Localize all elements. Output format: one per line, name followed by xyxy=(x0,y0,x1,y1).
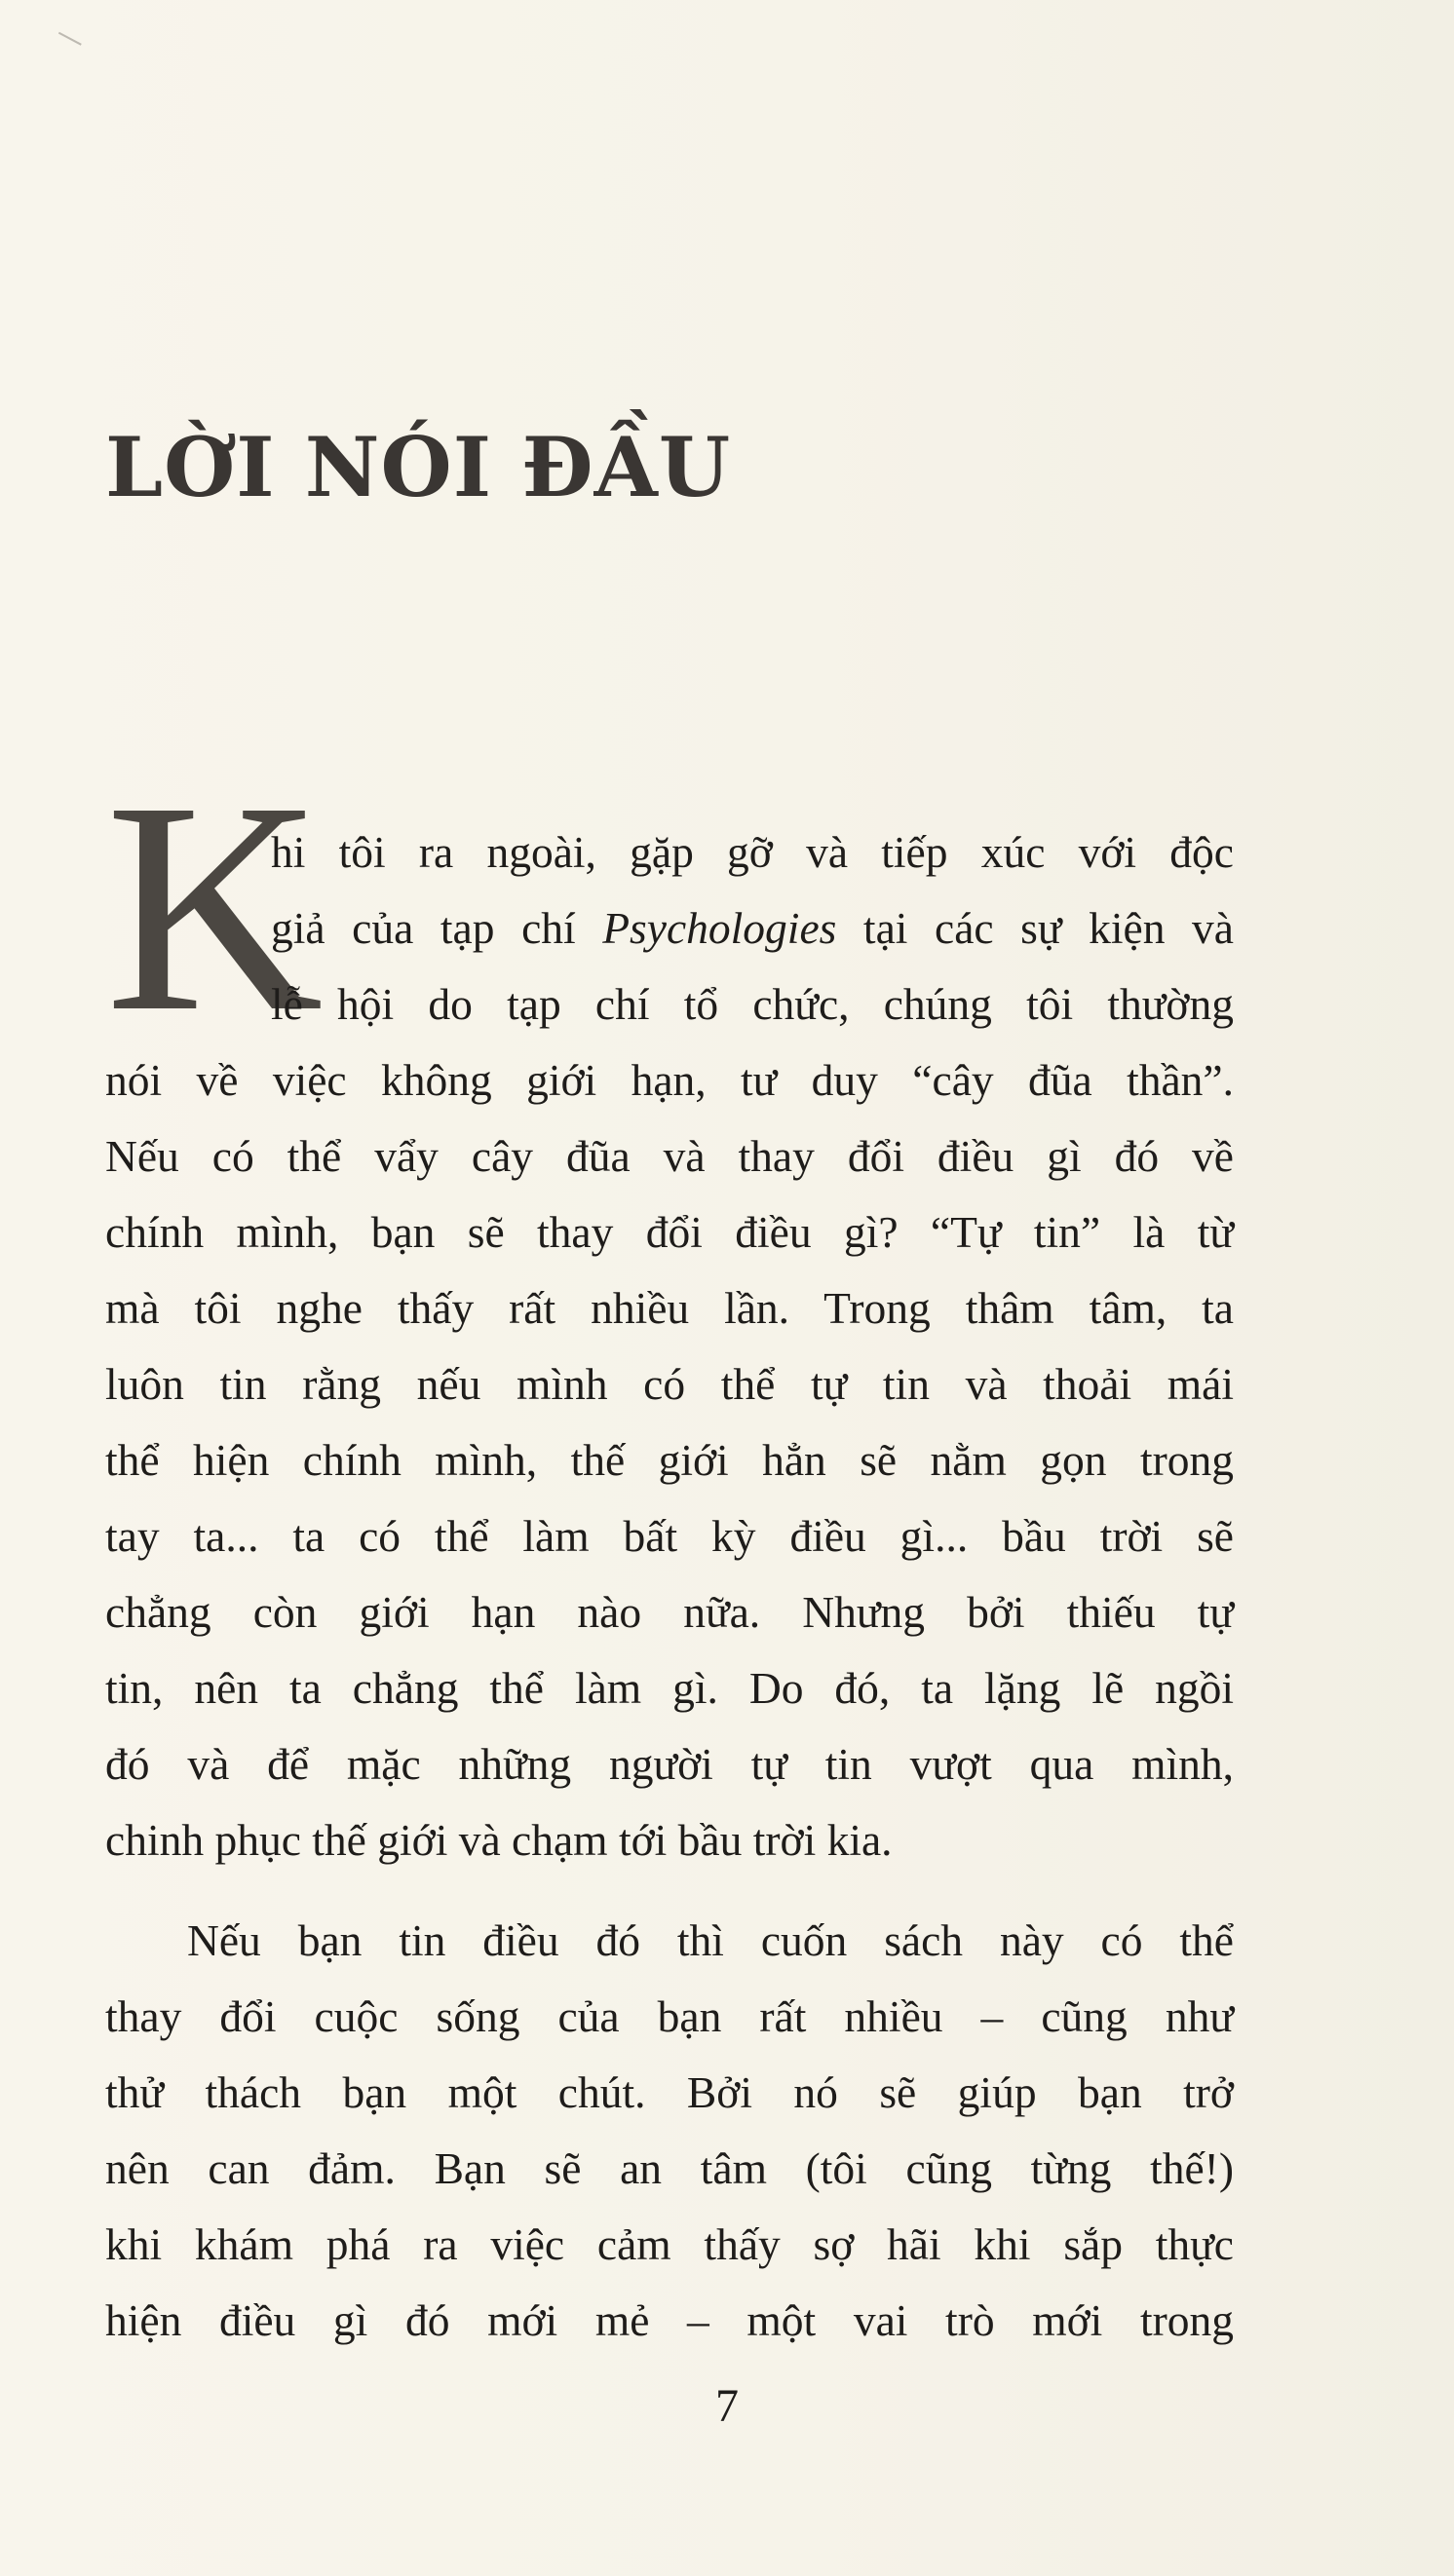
drop-cap-letter: K xyxy=(105,740,324,1075)
text-line: Nếu có thể vẩy cây đũa và thay đổi điều gì đó về xyxy=(105,1131,1234,1181)
text-line: lễ hội do tạp chí tổ chức, chúng tôi thường xyxy=(271,979,1234,1029)
text-line: nên can đảm. Bạn sẽ an tâm (tôi cũng từng thế!) xyxy=(105,2143,1234,2193)
magazine-name: Psychologies xyxy=(602,903,837,953)
paragraph-1 xyxy=(105,814,1234,1878)
text-line: hi tôi ra ngoài, gặp gỡ và tiếp xúc với độc xyxy=(271,827,1234,877)
text-line: thay đổi cuộc sống của bạn rất nhiều – cũng như xyxy=(105,1991,1234,2041)
text-run: tại các sự kiện và xyxy=(836,903,1234,953)
text-line: chính mình, bạn sẽ thay đổi điều gì? “Tự tin” là từ xyxy=(105,1207,1234,1257)
text-line: luôn tin rằng nếu mình có thể tự tin và thoải mái xyxy=(105,1359,1234,1409)
text-line: mà tôi nghe thấy rất nhiều lần. Trong thâm tâm, ta xyxy=(105,1283,1234,1333)
text-line xyxy=(105,890,1234,966)
text-run: giả của tạp chí xyxy=(271,903,603,953)
text-line: khi khám phá ra việc cảm thấy sợ hãi khi sắp thực xyxy=(105,2219,1234,2269)
text-line: nói về việc không giới hạn, tư duy “cây đũa thần”. xyxy=(105,1055,1234,1105)
chapter-title: LỜI NÓI ĐẦU xyxy=(105,419,732,515)
text-line: tay ta... ta có thể làm bất kỳ điều gì... bầu trời sẽ xyxy=(105,1511,1234,1561)
page-corner-mark xyxy=(53,32,82,57)
page-number: 7 xyxy=(715,2380,739,2432)
text-line: hiện điều gì đó mới mẻ – một vai trò mới trong xyxy=(105,2295,1234,2345)
paragraph-2 xyxy=(105,1903,1234,2359)
text-line: Nếu bạn tin điều đó thì cuốn sách này có thể xyxy=(187,1915,1234,1965)
text-line: thể hiện chính mình, thế giới hẳn sẽ nằm gọn trong xyxy=(105,1435,1234,1485)
text-line: đó và để mặc những người tự tin vượt qua mình, xyxy=(105,1739,1234,1789)
text-line: chẳng còn giới hạn nào nữa. Nhưng bởi thiếu tự xyxy=(105,1587,1234,1637)
text-line: thử thách bạn một chút. Bởi nó sẽ giúp bạn trở xyxy=(105,2067,1234,2117)
text-line: tin, nên ta chẳng thể làm gì. Do đó, ta lặng lẽ ngồi xyxy=(105,1663,1234,1713)
text-line: chinh phục thế giới và chạm tới bầu trời kia. xyxy=(105,1815,893,1865)
